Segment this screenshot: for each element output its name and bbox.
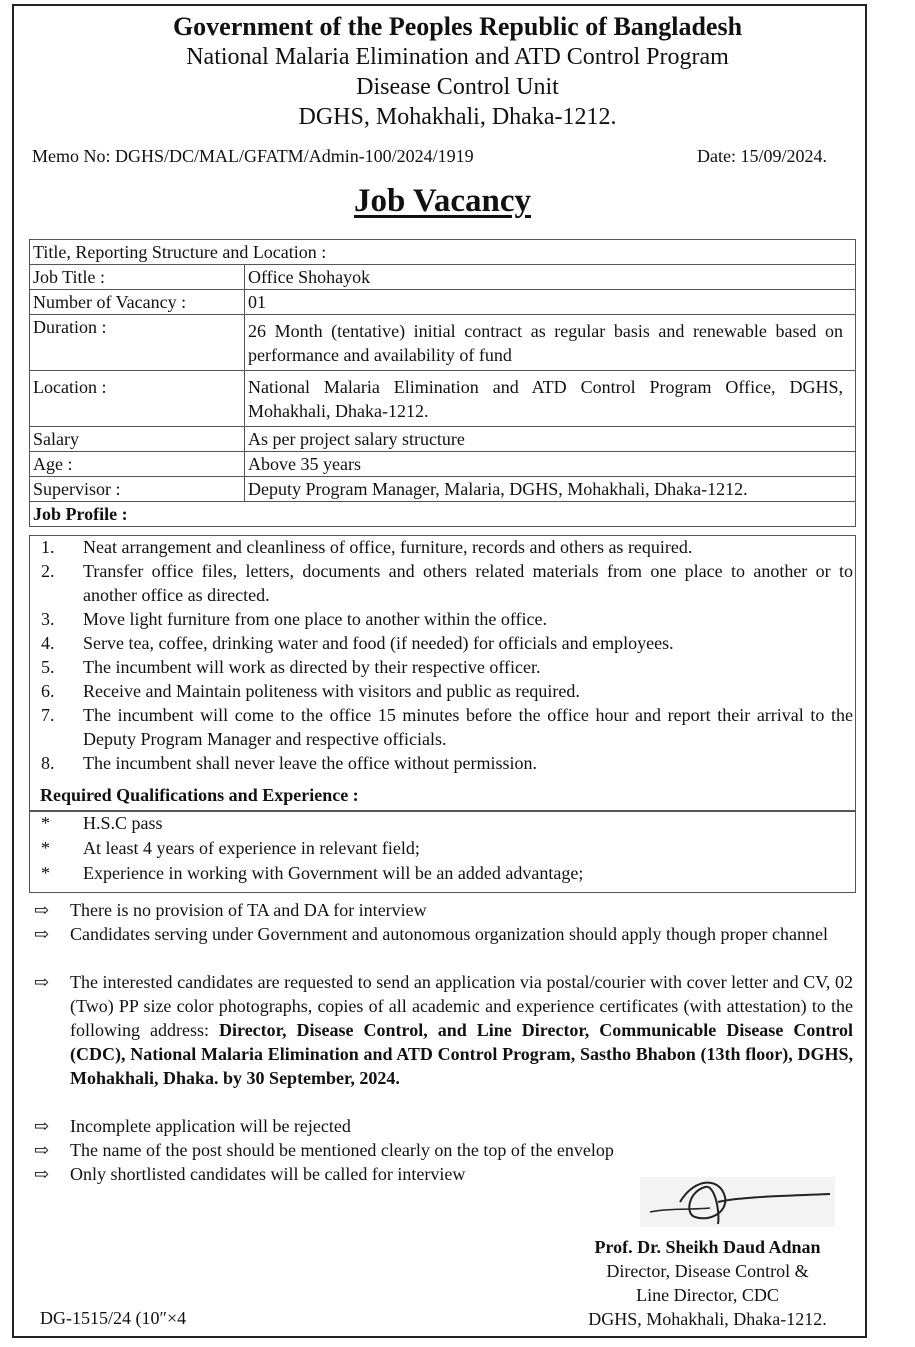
info-key: Supervisor : xyxy=(30,477,245,502)
item-text: The incumbent shall never leave the office without permission. xyxy=(83,753,538,773)
item-number: 6. xyxy=(41,681,55,701)
signatory-title: Director, Disease Control & xyxy=(606,1261,809,1281)
right-arrow-outline-icon: ⇨ xyxy=(34,1164,50,1184)
item-text: The incumbent will come to the office 15 minutes before the office hour and report their arrival to the Deputy Program Manager and respective officials. xyxy=(83,705,853,749)
item-text: Transfer office files, letters, documents and others related materials from one place to another or to another office as directed. xyxy=(83,561,853,605)
item-text: H.S.C pass xyxy=(83,813,163,833)
item-number: 3. xyxy=(41,609,55,629)
asterisk-bullet: * xyxy=(41,863,50,883)
info-table xyxy=(29,239,856,527)
right-arrow-outline-icon: ⇨ xyxy=(34,900,50,920)
info-value: National Malaria Elimination and ATD Control Program Office, DGHS, Mohakhali, Dhaka-1212. xyxy=(245,371,856,427)
table-row xyxy=(30,452,856,477)
item-text: Receive and Maintain politeness with visitors and public as required. xyxy=(83,681,580,701)
header-government: Government of the Peoples Republic of Bangladesh xyxy=(172,12,743,41)
memo-date: Date: 15/09/2024. xyxy=(697,146,827,166)
table-row xyxy=(30,315,856,371)
right-arrow-outline-icon: ⇨ xyxy=(34,924,50,944)
note-text: The name of the post should be mentioned clearly on the top of the envelop xyxy=(70,1140,614,1160)
memo-number: Memo No: DGHS/DC/MAL/GFATM/Admin-100/2024/1919 xyxy=(32,146,474,166)
header-unit: Disease Control Unit xyxy=(356,74,559,100)
handwritten-signature xyxy=(640,1172,840,1232)
item-text: The incumbent will work as directed by their respective officer. xyxy=(83,657,541,677)
asterisk-bullet: * xyxy=(41,813,50,833)
item-number: 1. xyxy=(41,537,55,557)
info-section-title: Title, Reporting Structure and Location : xyxy=(30,240,856,265)
item-number: 5. xyxy=(41,657,55,677)
info-value: Above 35 years xyxy=(245,452,856,477)
info-value: 01 xyxy=(245,290,856,315)
info-value: 26 Month (tentative) initial contract as regular basis and renewable based on performance and availability of fund xyxy=(245,315,856,371)
note-text: Only shortlisted candidates will be called for interview xyxy=(70,1164,466,1184)
item-number: 7. xyxy=(41,705,55,725)
qualifications-title: Required Qualifications and Experience : xyxy=(40,785,359,805)
right-arrow-outline-icon: ⇨ xyxy=(34,972,50,992)
info-key: Job Title : xyxy=(30,265,245,290)
item-number: 2. xyxy=(41,561,55,581)
right-arrow-outline-icon: ⇨ xyxy=(34,1140,50,1160)
table-row xyxy=(30,265,856,290)
item-text: Serve tea, coffee, drinking water and food (if needed) for officials and employees. xyxy=(83,633,674,653)
info-value: Deputy Program Manager, Malaria, DGHS, Mohakhali, Dhaka-1212. xyxy=(245,477,856,502)
item-text: Experience in working with Government will be an added advantage; xyxy=(83,863,584,883)
item-text: Move light furniture from one place to another within the office. xyxy=(83,609,548,629)
table-row xyxy=(30,477,856,502)
item-number: 8. xyxy=(41,753,55,773)
table-row xyxy=(30,290,856,315)
header-address: DGHS, Mohakhali, Dhaka-1212. xyxy=(298,104,617,130)
info-value: Office Shohayok xyxy=(245,265,856,290)
info-key: Location : xyxy=(30,371,245,427)
signatory-name: Prof. Dr. Sheikh Daud Adnan xyxy=(594,1237,821,1257)
header-program: National Malaria Elimination and ATD Control Program xyxy=(186,44,729,70)
note-text: There is no provision of TA and DA for interview xyxy=(70,900,427,920)
application-address: Director, Disease Control, and Line Director, Communicable Disease Control (CDC), National Malaria Elimination and ATD Control Program, Sastho Bhabon (13th floor), DGHS, Mohakhali, Dhaka. by 30 September, 2024. xyxy=(70,1020,853,1088)
note-application xyxy=(70,970,853,1090)
job-profile-title: Job Profile : xyxy=(30,502,856,527)
page-title: Job Vacancy xyxy=(354,183,531,219)
item-text: Neat arrangement and cleanliness of office, furniture, records and others as required. xyxy=(83,537,693,557)
info-value: As per project salary structure xyxy=(245,427,856,452)
reference-number: DG-1515/24 (10″×4 xyxy=(40,1308,187,1328)
info-key: Number of Vacancy : xyxy=(30,290,245,315)
note-text: The interested candidates are requested to send an application via postal/courier with cover letter and CV, 02 (Two) PP size color photographs, copies of all academic and experience certificates (with attestation) to the following address: xyxy=(70,972,853,1040)
table-row xyxy=(30,371,856,427)
signatory-title: Line Director, CDC xyxy=(636,1285,779,1305)
item-number: 4. xyxy=(41,633,55,653)
info-key: Salary xyxy=(30,427,245,452)
info-key: Duration : xyxy=(30,315,245,371)
asterisk-bullet: * xyxy=(41,838,50,858)
right-arrow-outline-icon: ⇨ xyxy=(34,1116,50,1136)
info-key: Age : xyxy=(30,452,245,477)
item-text: At least 4 years of experience in relevant field; xyxy=(83,838,420,858)
note-text: Candidates serving under Government and autonomous organization should apply though proper channel xyxy=(70,924,828,944)
table-row xyxy=(30,427,856,452)
signatory-address: DGHS, Mohakhali, Dhaka-1212. xyxy=(588,1309,827,1329)
note-text: Incomplete application will be rejected xyxy=(70,1116,351,1136)
